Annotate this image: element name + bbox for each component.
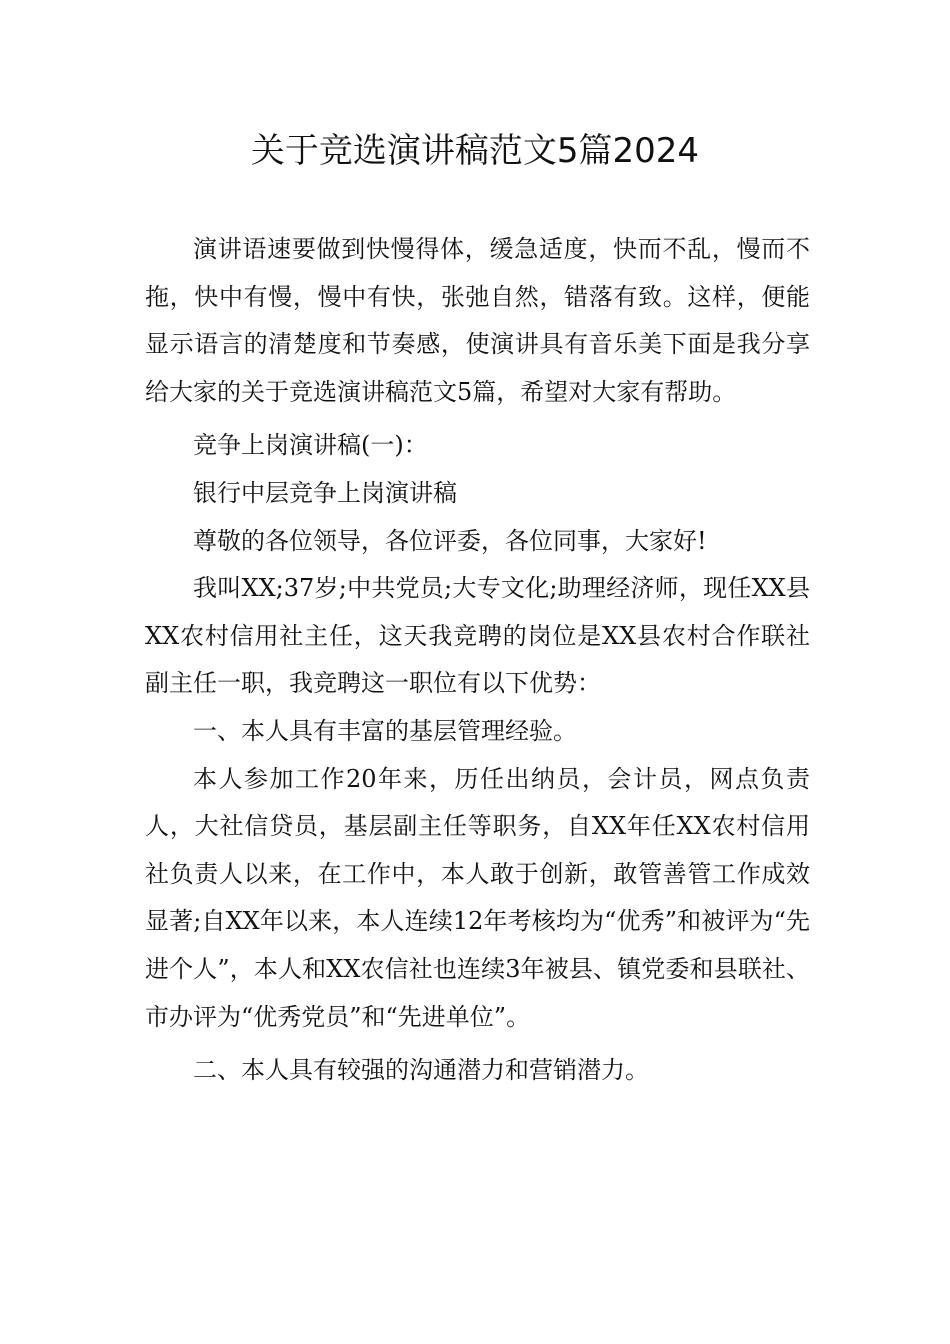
speech-title: 银行中层竞争上岗演讲稿 — [193, 478, 457, 507]
document-title: 关于竞选演讲稿范文5篇2024 — [250, 131, 700, 171]
intro-paragraph: 演讲语速要做到快慢得体，缓急适度，快而不乱，慢而不拖，快中有慢，慢中有快，张弛自然，错落有致。这样，便能显示语言的清楚度和节奏感，使演讲具有音乐美下面是我分享给大家的关于竞选演讲稿范文5篇，希望对大家有帮助。 — [145, 235, 810, 406]
advantage-heading-1: 一、本人具有丰富的基层管理经验。 — [193, 716, 577, 745]
experience-paragraph: 本人参加工作20年来，历任出纳员，会计员，网点负责人，大社信贷员，基层副主任等职务，自XX年任XX农村信用社负责人以来，在工作中，本人敢于创新，敢管善管工作成效显著;自XX年以来，本人连续12年考核均为“优秀”和被评为“先进个人”，本人和XX农信社也连续3年被县、镇党委和县联社、市办评为“优秀党员”和“先进单位”。 — [145, 764, 810, 1031]
advantage-heading-2: 二、本人具有较强的沟通潜力和营销潜力。 — [193, 1056, 649, 1085]
self-introduction-paragraph: 我叫XX;37岁;中共党员;大专文化;助理经济师，现任XX县XX农村信用社主任，这天我竞聘的岗位是XX县农村合作联社副主任一职，我竞聘这一职位有以下优势： — [145, 574, 810, 698]
document-body — [145, 226, 810, 1095]
greeting-paragraph: 尊敬的各位领导，各位评委，各位同事，大家好! — [193, 526, 707, 555]
section-heading-1: 竞争上岗演讲稿(一)： — [193, 431, 428, 460]
